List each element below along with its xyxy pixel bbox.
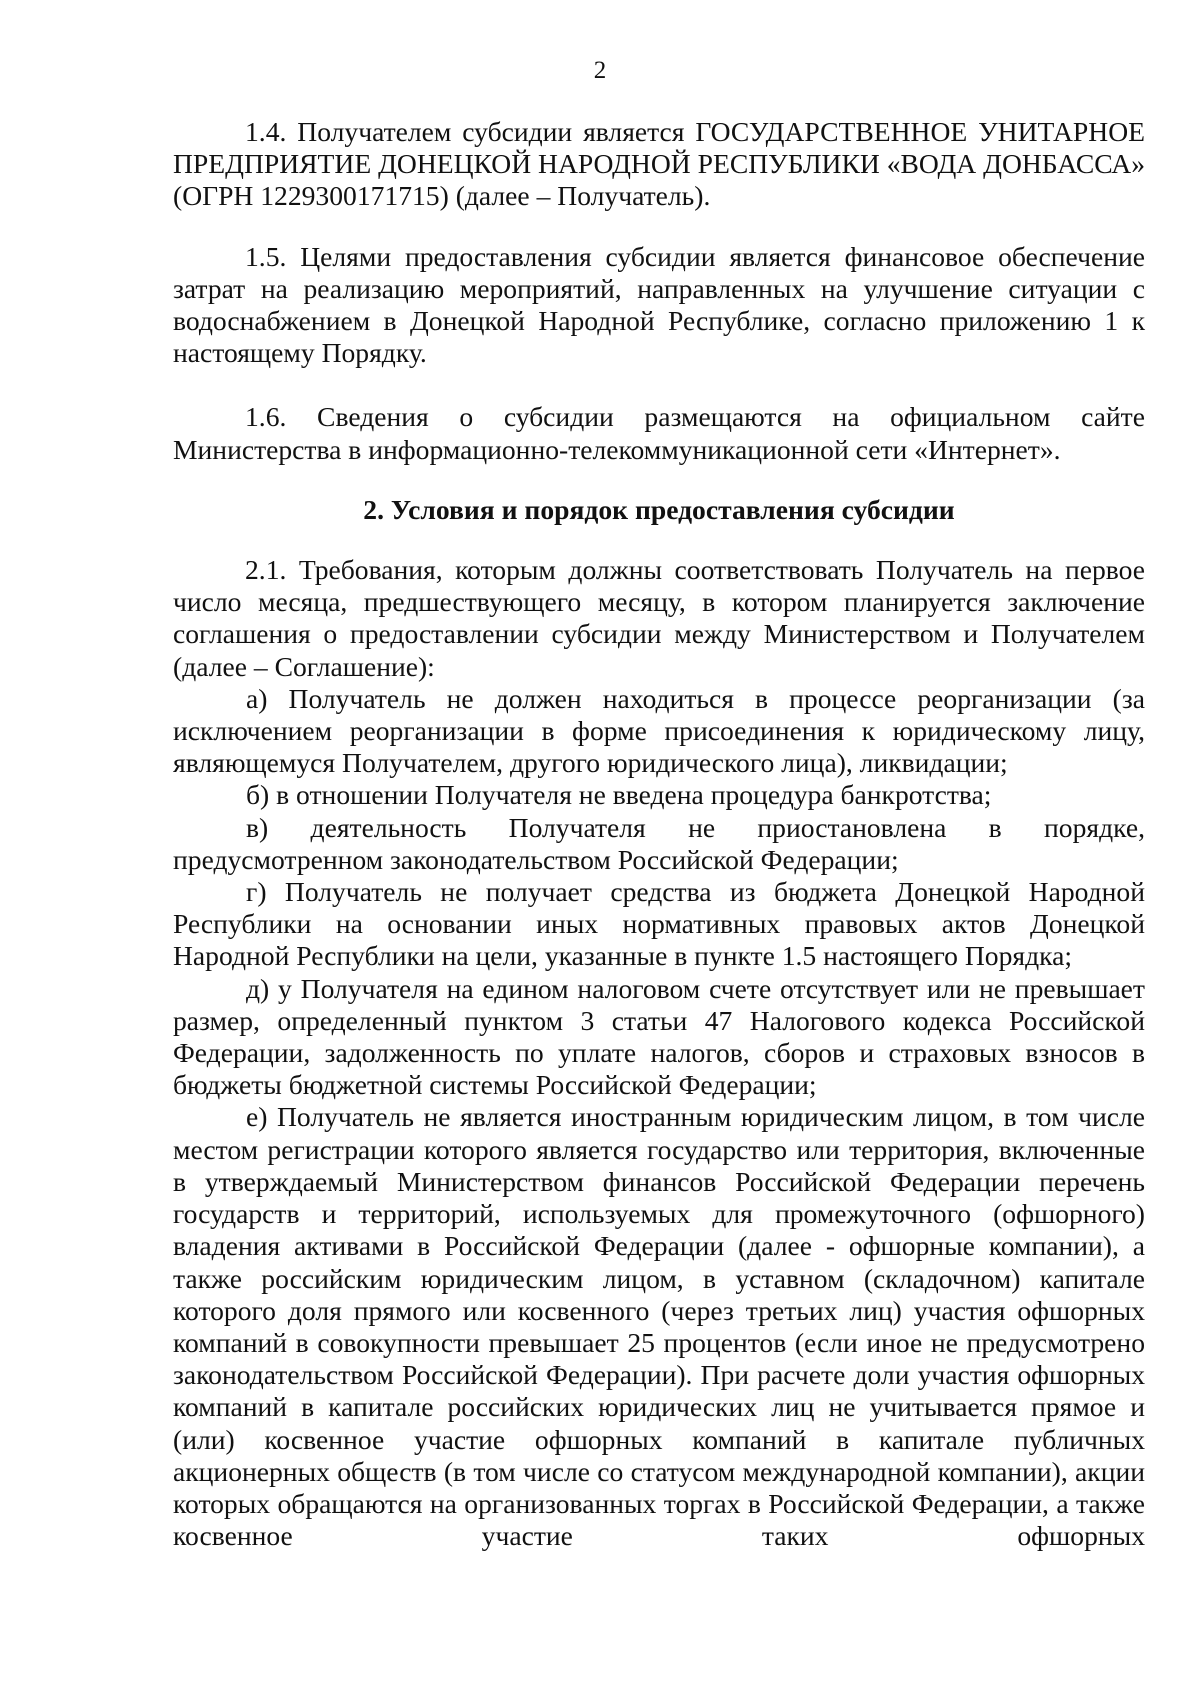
subitem-a: а) Получатель не должен находиться в процессе реорганизации (за исключением реорганизации в форме присоединения к юридическому лицу, являющемуся Получателем, другого юридического лица), ликвидации; <box>173 682 1145 779</box>
section-heading: 2. Условия и порядок предоставления субсидии <box>363 493 955 525</box>
paragraph-1-6: 1.6. Сведения о субсидии размещаются на официальном сайте Министерства в информационно-телекоммуникационной сети «Интернет». <box>173 401 1145 465</box>
subitem-v: в) деятельность Получателя не приостановлена в порядке, предусмотренном законодательством Российской Федерации; <box>173 811 1145 875</box>
subitem-d: д) у Получателя на едином налоговом счете отсутствует или не превышает размер, определенный пунктом 3 статьи 47 Налогового кодекса Российской Федерации, задолженность по уплате налогов, сборов и страховых взносов в бюджеты бюджетной системы Российской Федерации; <box>173 972 1145 1101</box>
paragraph-1-5: 1.5. Целями предоставления субсидии является финансовое обеспечение затрат на реализацию мероприятий, направленных на улучшение ситуации с водоснабжением в Донецкой Народной Республике, согласно приложению 1 к настоящему Порядку. <box>173 240 1145 369</box>
subitem-g: г) Получатель не получает средства из бюджета Донецкой Народной Республики на основании иных нормативных правовых актов Донецкой Народной Республики на цели, указанные в пункте 1.5 настоящего Порядка; <box>173 876 1145 972</box>
paragraph-1-4: 1.4. Получателем субсидии является ГОСУДАРСТВЕННОЕ УНИТАРНОЕ ПРЕДПРИЯТИЕ ДОНЕЦКОЙ НАРОДНОЙ РЕСПУБЛИКИ «ВОДА ДОНБАССА» (ОГРН 1229300171715) (далее – Получатель). <box>173 116 1145 212</box>
paragraph-2-1: 2.1. Требования, которым должны соответствовать Получатель на первое число месяца, предшествующего месяцу, в котором планируется заключение соглашения о предоставлении субсидии между Министерством и Получателем (далее – Соглашение): <box>173 554 1145 682</box>
subitem-e: е) Получатель не является иностранным юридическим лицом, в том числе местом регистрации которого является государство или территория, включенные в утверждаемый Министерством финансов Российской Федерации перечень государств и территорий, используемых для промежуточного (офшорного) владения активами в Российской Федерации (далее - офшорные компании), а также российским юридическим лицом, в уставном (складочном) капитале которого доля прямого или косвенного (через третьих лиц) участия офшорных компаний в совокупности превышает 25 процентов (если иное не предусмотрено законодательством Российской Федерации). При расчете доли участия офшорных компаний в капитале российских юридических лиц не учитывается прямое и (или) косвенное участие офшорных компаний в капитале публичных акционерных обществ (в том числе со статусом международной компании), акции которых обращаются на организованных торгах в Российской Федерации, а также косвенное участие таких офшорных <box>173 1101 1145 1552</box>
document-body <box>173 116 1145 1552</box>
page-number: 2 <box>593 57 607 84</box>
subitem-b: б) в отношении Получателя не введена процедура банкротства; <box>246 779 992 811</box>
